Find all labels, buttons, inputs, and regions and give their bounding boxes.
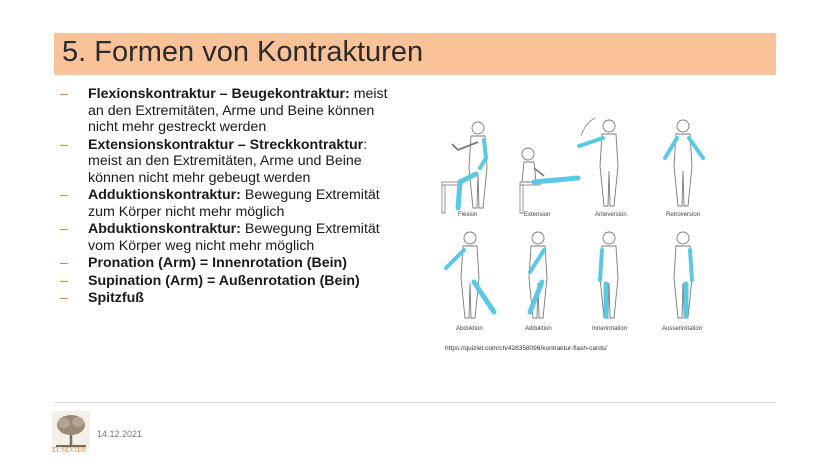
label-extension: Extension xyxy=(524,212,551,218)
figure-aussenrotation xyxy=(674,232,692,318)
bullet-bold: Spitzfuß xyxy=(88,290,144,306)
label-abduktion: Abduktion xyxy=(456,326,483,332)
bullet-bold: Pronation (Arm) = Innenrotation (Bein) xyxy=(88,255,347,271)
footer-divider xyxy=(54,402,776,403)
label-adduktion: Adduktion xyxy=(525,326,552,332)
contracture-figure xyxy=(428,108,720,336)
bullet-text: : meist an den Extremitäten, Arme und Beine können nicht mehr gebeugt werden xyxy=(88,136,368,186)
list-item xyxy=(60,221,395,254)
label-flexion: Flexion xyxy=(458,212,478,218)
bullet-text: Bewegung Extremität vom Körper weg nicht mehr möglich xyxy=(88,221,380,254)
bullet-dash: – xyxy=(60,255,68,271)
bullet-bold: Extensionskontraktur – Streckkontraktur xyxy=(88,136,364,153)
bullet-bold: Flexionskontraktur – Beugekontraktur: xyxy=(88,86,350,102)
bullet-dash: – xyxy=(60,86,68,102)
label-retroversion: Retroversion xyxy=(666,212,701,218)
figure-innenrotation xyxy=(600,232,618,318)
slide-title: 5. Formen von Kontrakturen xyxy=(62,36,424,68)
figure-anteversion xyxy=(579,118,618,206)
list-item xyxy=(60,290,395,307)
title-bar xyxy=(54,33,776,75)
bullet-text: meist an den Extremitäten, Arme und Beine können nicht mehr gestreckt werden xyxy=(88,86,388,135)
bullet-text: Bewegung Extremität zum Körper nicht mehr möglich xyxy=(88,187,380,220)
bullet-dash: – xyxy=(60,272,68,289)
figure-flexion xyxy=(442,122,487,213)
slide-date: 14.12.2021 xyxy=(97,429,143,439)
bullet-list xyxy=(60,86,395,308)
bullet-dash: – xyxy=(60,136,68,153)
figure-extension xyxy=(520,148,578,213)
bullet-bold: Supination (Arm) = Außenrotation (Bein) xyxy=(88,272,360,289)
bullet-bold: Abduktionskontraktur: xyxy=(88,221,241,237)
figure-adduktion xyxy=(529,232,547,318)
bullet-dash: – xyxy=(60,187,68,203)
bullet-dash: – xyxy=(60,221,68,237)
bullet-bold: Adduktionskontraktur: xyxy=(88,187,241,203)
label-innenrotation: Innenrotation xyxy=(592,326,628,332)
label-aussenrotation: Aussenrotation xyxy=(662,326,703,332)
list-item xyxy=(60,137,395,187)
logo-text: ELSEVIER xyxy=(52,446,87,454)
list-item xyxy=(60,273,395,290)
figure-abduktion xyxy=(446,232,494,318)
label-anteversion: Anteversion xyxy=(595,212,627,218)
list-item xyxy=(60,255,395,272)
list-item xyxy=(60,187,395,220)
source-url: https://quizlet.com/ch/428358096/kontraktur-flash-cards/ xyxy=(445,345,607,352)
bullet-dash: – xyxy=(60,290,68,306)
figure-retroversion xyxy=(665,120,703,206)
list-item xyxy=(60,86,395,136)
